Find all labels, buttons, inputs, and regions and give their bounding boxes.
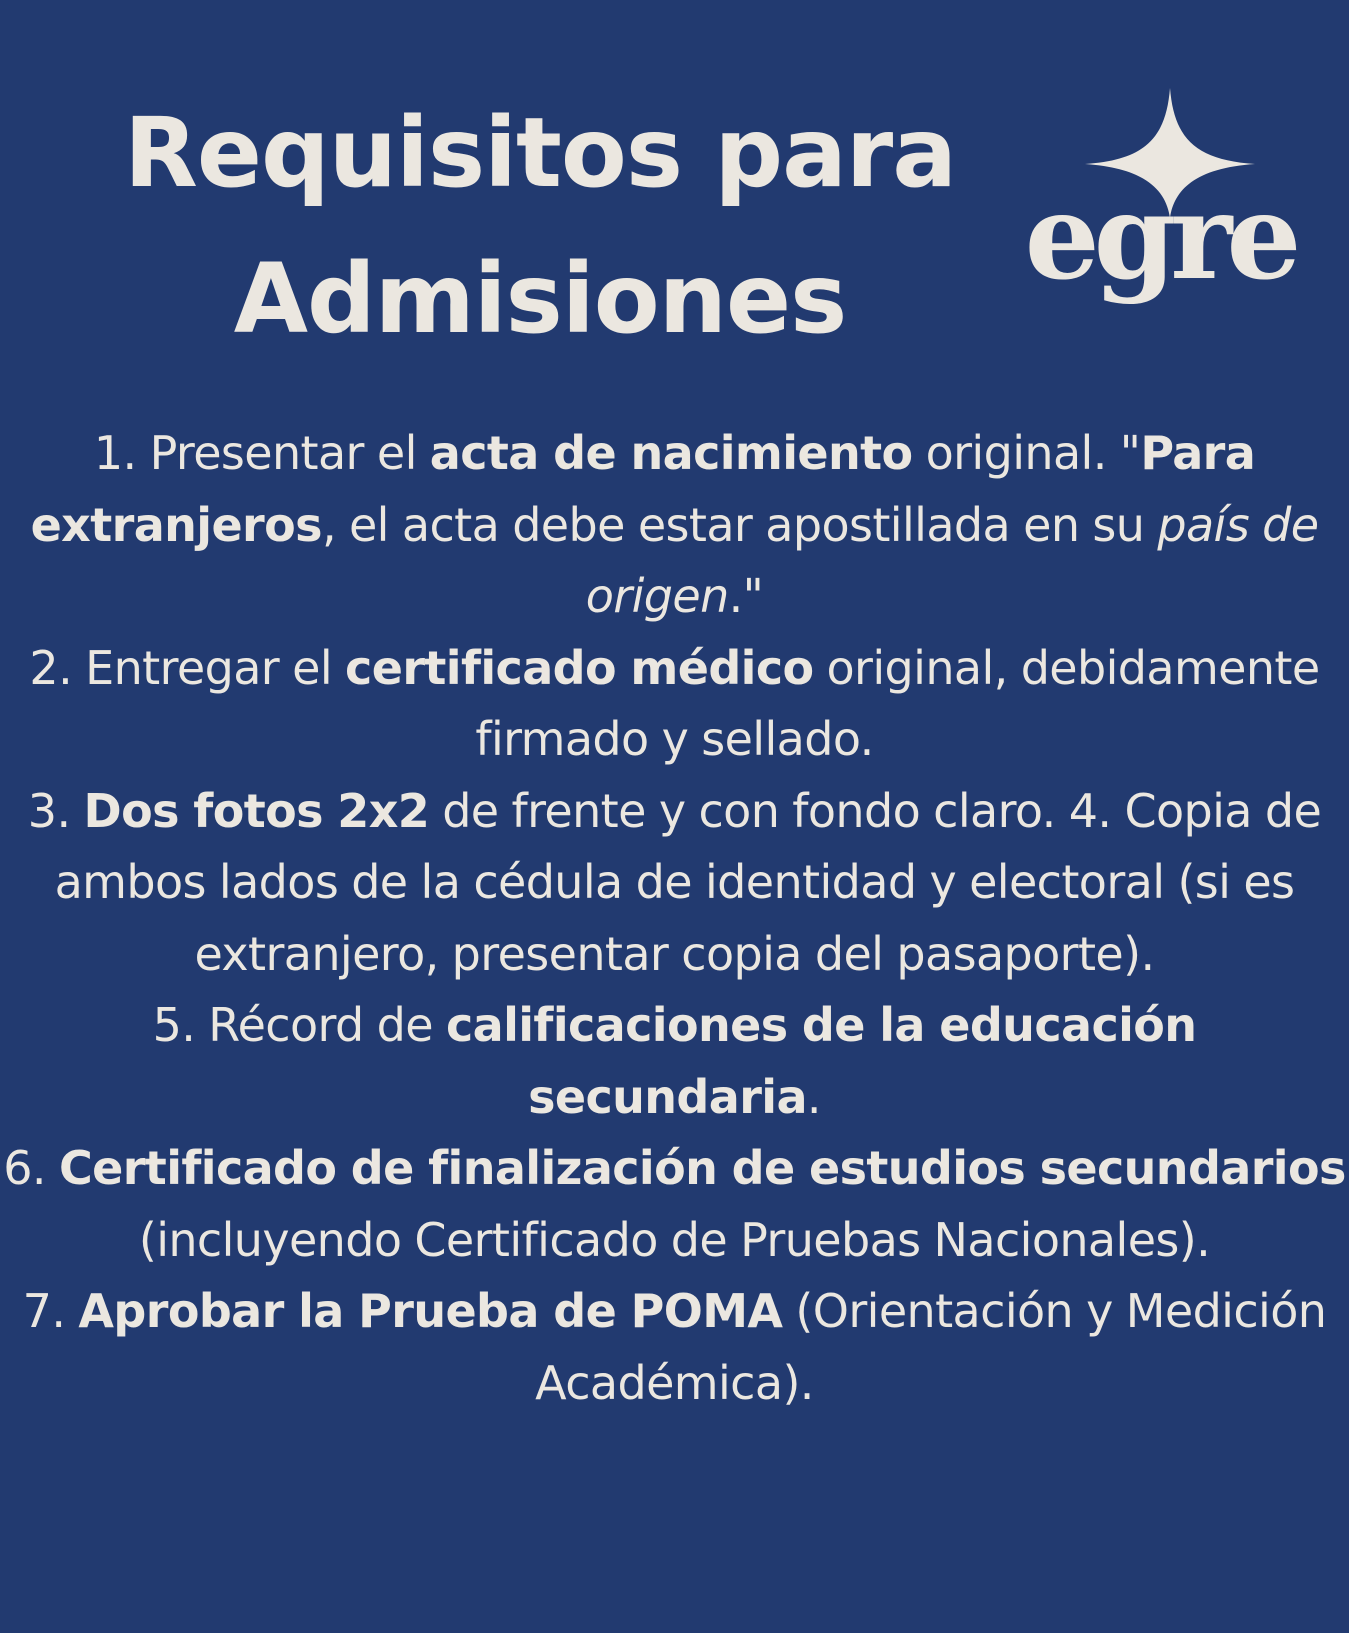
requirement-item <box>3 1141 1346 1267</box>
page-title-line-1: Requisitos para <box>123 97 957 209</box>
requirement-text-bold: Dos fotos 2x2 <box>83 783 430 838</box>
requirement-text-italic: país de origen <box>585 497 1319 623</box>
requirement-item <box>153 998 1197 1124</box>
requirement-item <box>23 1284 1327 1410</box>
requirement-text-normal: Copia de ambos lados de la cédula de identidad y electoral (si es extranjero, presentar copia del pasaporte). <box>54 783 1322 981</box>
requirement-text-bold: Certificado de finalización de estudios secundarios <box>58 1141 1346 1195</box>
requirement-text-normal: Presentar el <box>149 426 430 480</box>
requirement-number: 4. <box>1068 783 1112 838</box>
requirement-text-normal: Récord de <box>208 998 446 1052</box>
logo-wordmark: egre <box>1024 167 1296 306</box>
egre-logo <box>1010 88 1310 328</box>
requirement-text-normal: , el acta debe estar apostillada en su <box>321 497 1158 552</box>
requirement-text-bold: Aprobar la Prueba de POMA <box>78 1284 783 1338</box>
requirement-text-bold: acta de nacimiento <box>429 426 913 480</box>
requirements-list <box>0 418 1349 1419</box>
requirement-number: 5. <box>152 998 196 1052</box>
requirement-item <box>29 641 1319 767</box>
requirement-text-normal: . <box>806 1069 821 1124</box>
page-title <box>40 80 1040 372</box>
requirement-text-bold: calificaciones de la educación secundaria <box>445 998 1197 1124</box>
requirement-number: 2. <box>29 640 73 695</box>
requirement-number: 3. <box>27 783 71 838</box>
requirement-text-bold: Para extranjeros <box>30 426 1256 552</box>
requirement-number: 7. <box>22 1284 66 1338</box>
requirement-text-normal: Entregar el <box>85 640 346 695</box>
requirement-item <box>28 784 1056 838</box>
requirement-number: 6. <box>3 1141 46 1195</box>
requirement-text-normal: (Orientación y Medición Académica). <box>535 1284 1327 1410</box>
requirement-text-normal: ." <box>728 569 764 623</box>
requirement-text-normal: de frente y con fondo claro. <box>429 783 1056 838</box>
page-title-line-2: Admisiones <box>233 243 847 355</box>
requirement-text-bold: certificado médico <box>345 640 814 695</box>
requirement-text-normal: (incluyendo Certificado de Pruebas Nacionales). <box>138 1212 1211 1267</box>
requirement-item <box>31 426 1319 623</box>
requirement-number: 1. <box>93 426 137 480</box>
requirement-text-normal: original. " <box>912 426 1141 480</box>
requirement-text-normal: original, debidamente firmado y sellado. <box>475 640 1320 766</box>
